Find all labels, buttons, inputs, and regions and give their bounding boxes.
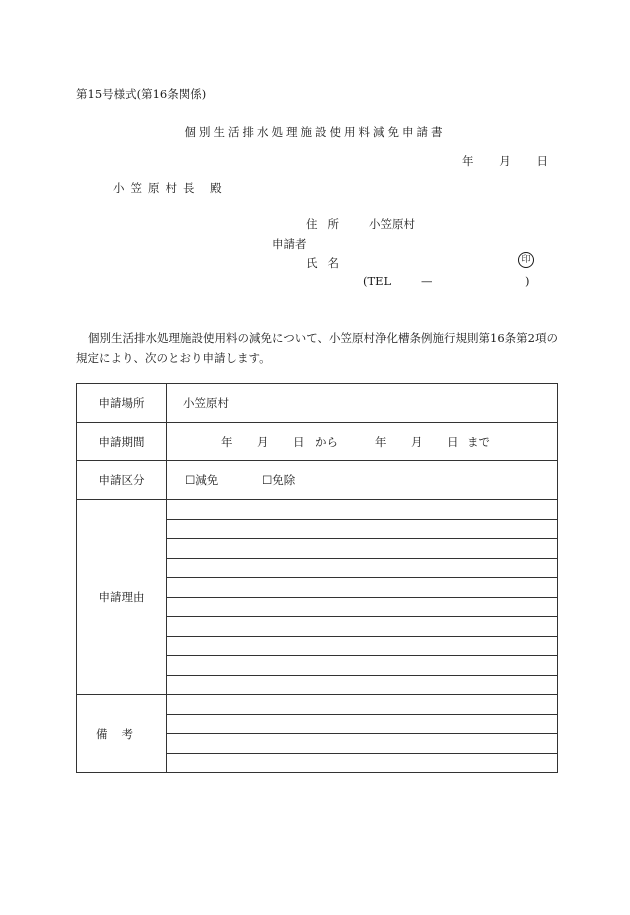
period-label: 申請期間: [77, 423, 167, 461]
tel-open: (TEL: [363, 274, 392, 288]
application-table: [76, 383, 558, 773]
type-option-exemption[interactable]: ☐免除: [261, 473, 296, 487]
remarks-line[interactable]: [167, 714, 558, 734]
date-year: 年: [462, 154, 474, 168]
place-label: 申請場所: [77, 384, 167, 423]
period-month1: 月: [257, 435, 269, 449]
period-month2: 月: [411, 435, 423, 449]
tel-dash: —: [421, 274, 433, 288]
reason-line[interactable]: [167, 558, 558, 578]
date-line: [462, 153, 548, 169]
remarks-line[interactable]: [167, 734, 558, 754]
remarks-label: 備考: [77, 695, 167, 773]
period-day1: 日: [293, 435, 305, 449]
date-day: 日: [536, 154, 548, 168]
body-text: 個別生活排水処理施設使用料の減免について、小笠原村浄化槽条例施行規則第16条第2項の規定により、次のとおり申請します。: [76, 331, 558, 365]
reason-label: 申請理由: [77, 500, 167, 695]
reason-line[interactable]: [167, 675, 558, 695]
type-label: 申請区分: [77, 461, 167, 500]
addressee: 小笠原村長 殿: [113, 181, 228, 195]
type-option-reduction[interactable]: ☐減免: [185, 473, 219, 487]
reason-line[interactable]: [167, 500, 558, 520]
reason-line[interactable]: [167, 656, 558, 676]
place-row: [77, 384, 558, 423]
form-title: 個別生活排水処理施設使用料減免申請書: [184, 125, 446, 139]
address-label: 住所: [306, 217, 349, 231]
seal-icon: 印: [518, 252, 534, 268]
reason-line[interactable]: [167, 578, 558, 598]
form-number: 第15号様式(第16条関係): [76, 87, 207, 101]
name-label: 氏名: [306, 256, 349, 270]
period-from: から: [315, 435, 338, 449]
period-year1: 年: [221, 435, 233, 449]
period-day2: 日: [447, 435, 459, 449]
place-value: 小笠原村: [167, 384, 558, 423]
address-value: 小笠原村: [369, 217, 415, 231]
reason-line[interactable]: [167, 617, 558, 637]
reason-line[interactable]: [167, 636, 558, 656]
remarks-line[interactable]: [167, 753, 558, 773]
remarks-line[interactable]: [167, 695, 558, 715]
period-until: まで: [467, 435, 490, 449]
reason-line[interactable]: [167, 597, 558, 617]
applicant-label: 申請者: [272, 237, 307, 251]
date-month: 月: [499, 154, 511, 168]
reason-line[interactable]: [167, 519, 558, 539]
reason-line[interactable]: [167, 539, 558, 559]
period-value: [167, 423, 558, 461]
type-value: [167, 461, 558, 500]
tel-close: ): [525, 274, 530, 288]
period-row: [77, 423, 558, 461]
type-row: [77, 461, 558, 500]
period-year2: 年: [375, 435, 387, 449]
